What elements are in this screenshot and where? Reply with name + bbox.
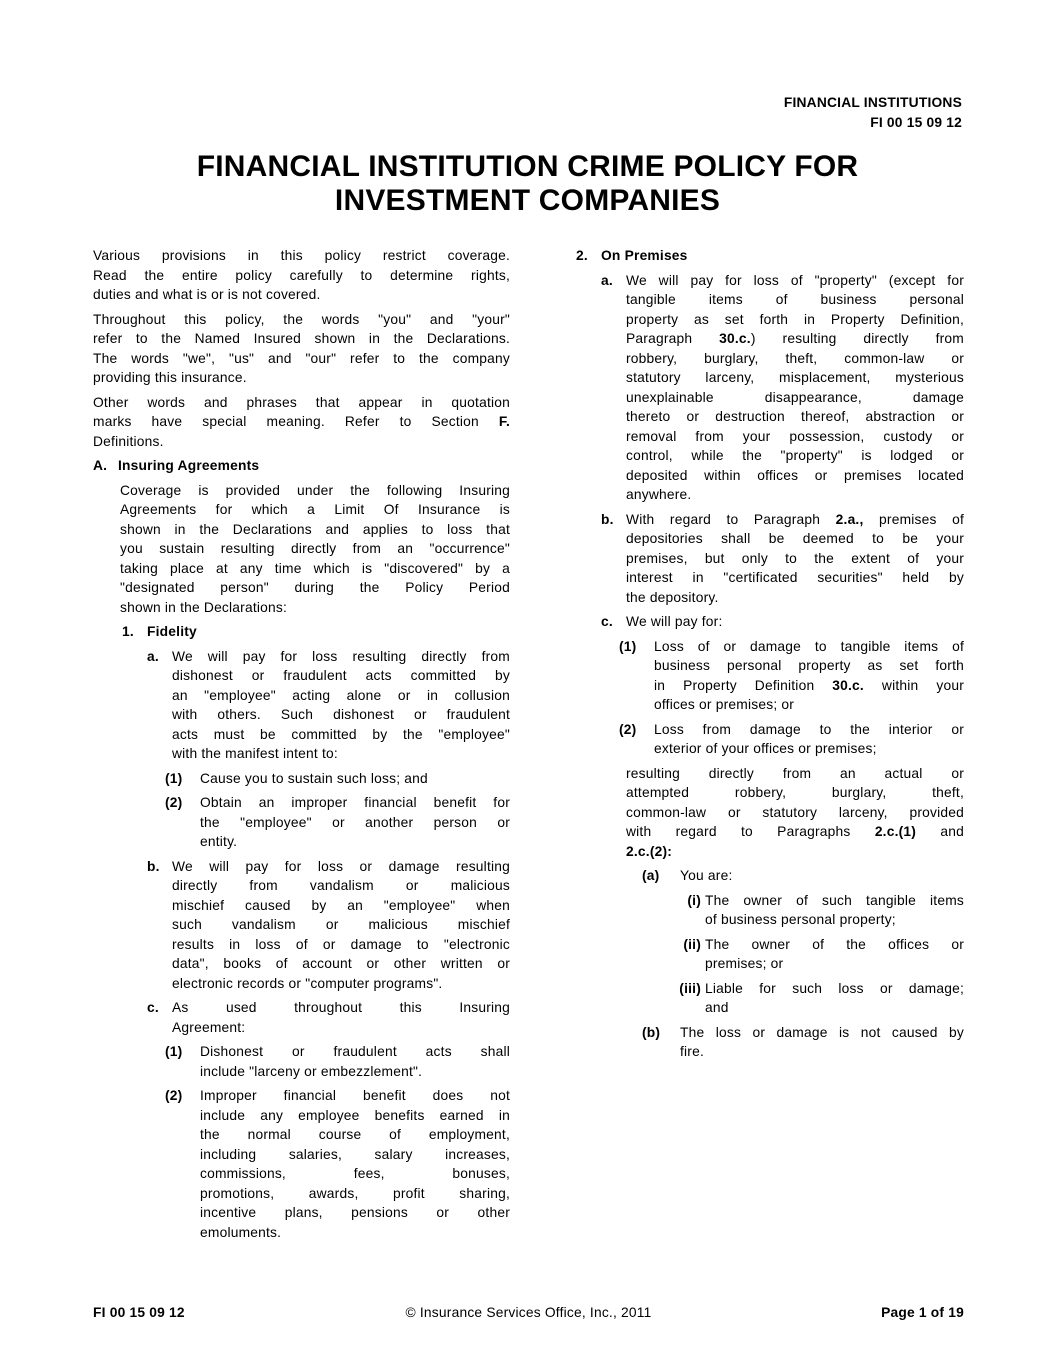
item-2-heading: On Premises — [601, 248, 688, 263]
bold-term: 30.c. — [832, 677, 864, 693]
text-run: interest in "certificated securities" held by — [626, 570, 964, 585]
text-run: Loss of or damage to tangible items of — [654, 638, 964, 654]
header-classification: FINANCIAL INSTITUTIONS — [783, 95, 962, 110]
page-footer — [93, 1303, 964, 1323]
section-a-label: A. — [93, 458, 108, 473]
text-run: control, while the "property" is lodged or — [626, 448, 964, 463]
text-line — [120, 559, 510, 579]
text-run: in Property Definition — [654, 677, 833, 693]
text-line — [172, 647, 510, 667]
text-run: robbery, burglary, theft, common-law or — [626, 350, 964, 366]
text-line — [626, 842, 964, 862]
text-line — [626, 568, 964, 588]
item-2a-text — [547, 271, 964, 505]
text-line — [705, 954, 964, 974]
text-run: such vandalism or malicious mischief — [172, 917, 510, 932]
proviso-a-iii-label: (iii) — [679, 980, 701, 996]
proviso-a-ii-label: (ii) — [683, 936, 701, 952]
text-run: attempted robbery, burglary, theft, — [626, 785, 964, 800]
text-line — [626, 329, 964, 349]
footer-copyright: © Insurance Services Office, Inc., 2011 — [405, 1305, 652, 1320]
text-line — [705, 910, 964, 930]
text-run: fire. — [680, 1044, 704, 1059]
text-line — [626, 349, 964, 369]
text-run: include any employee benefits earned in — [200, 1107, 510, 1123]
header-form-number: FI 00 15 09 12 — [870, 114, 962, 130]
text-run: Various provisions in this policy restrict coverage. — [93, 248, 510, 263]
proviso-a-i — [547, 891, 964, 930]
text-run: The owner of such tangible items — [705, 892, 964, 908]
text-line — [93, 393, 510, 413]
proviso-b-text — [547, 1023, 964, 1062]
text-line — [93, 329, 510, 349]
text-run: directly from vandalism or malicious — [172, 878, 510, 893]
text-line — [705, 998, 964, 1018]
text-line — [654, 739, 964, 759]
text-run: with regard to Paragraphs — [626, 824, 875, 839]
text-run: Definitions. — [93, 433, 164, 449]
text-line — [93, 412, 510, 432]
text-run: you sustain resulting directly from an "occurrence" — [120, 541, 510, 556]
text-run: offices or premises; or — [654, 697, 795, 712]
text-run: Cause you to sustain such loss; and — [200, 770, 428, 786]
bold-term: 30.c. — [719, 331, 751, 346]
text-line — [172, 915, 510, 935]
text-line — [93, 285, 510, 305]
item-1c-2-text — [93, 1086, 510, 1242]
text-run: and — [705, 1000, 729, 1015]
text-line — [705, 935, 964, 955]
text-line — [626, 310, 964, 330]
proviso-a-i-text — [547, 891, 964, 930]
item-1a-2 — [93, 793, 510, 852]
text-line — [172, 935, 510, 955]
text-run: Loss from damage to the interior or — [654, 721, 964, 737]
proviso-a-label: (a) — [642, 868, 660, 883]
text-line — [172, 725, 510, 745]
item-1b-label: b. — [147, 858, 160, 874]
text-line — [200, 769, 510, 789]
item-1c-2 — [93, 1086, 510, 1242]
text-run: acts must be committed by the "employee" — [172, 726, 510, 742]
text-line — [172, 857, 510, 877]
text-line — [626, 588, 964, 608]
item-2c-1-text — [547, 637, 964, 715]
text-run: resulting directly from an actual or — [626, 765, 964, 781]
text-run: Read the entire policy carefully to determine rights, — [93, 267, 510, 283]
text-run: with others. Such dishonest or fraudulent — [172, 707, 510, 722]
text-run: the depository. — [626, 589, 719, 605]
text-line — [120, 598, 510, 618]
item-2c-proviso-b — [547, 1023, 964, 1062]
item-1-heading-row — [93, 622, 510, 642]
item-1c-label: c. — [147, 1000, 159, 1015]
text-run: entity. — [200, 834, 238, 849]
item-2c-2-text — [547, 720, 964, 759]
text-run: data", books of account or other written or — [172, 956, 510, 971]
text-run: with the manifest intent to: — [172, 746, 338, 761]
item-1-heading: Fidelity — [147, 624, 197, 639]
text-line — [172, 896, 510, 916]
text-run: We will pay for: — [626, 614, 723, 629]
text-line — [172, 705, 510, 725]
text-line — [172, 1018, 510, 1038]
section-a-lead-paragraph — [93, 481, 510, 618]
text-line — [93, 266, 510, 286]
text-run: With regard to Paragraph — [626, 511, 836, 527]
text-line — [200, 813, 510, 833]
proviso-a-iii — [547, 979, 964, 1018]
text-line — [120, 481, 510, 501]
text-line — [654, 720, 964, 740]
text-run: The words "we", "us" and "our" refer to the company — [93, 350, 510, 366]
document-title — [0, 150, 1055, 218]
item-1a-label: a. — [147, 648, 159, 664]
text-line — [626, 466, 964, 486]
text-line — [626, 783, 964, 803]
footer-page-number: Page 1 of 19 — [881, 1305, 964, 1320]
text-run: premises of — [863, 511, 965, 527]
text-line — [120, 578, 510, 598]
text-line — [626, 510, 964, 530]
section-a-heading-row — [93, 456, 510, 476]
item-2-heading-row — [547, 246, 964, 266]
text-run: dishonest or fraudulent acts committed by — [172, 668, 510, 683]
text-run: mischief caused by an "employee" when — [172, 897, 510, 913]
text-run: promotions, awards, profit sharing, — [200, 1185, 510, 1201]
text-line — [626, 368, 964, 388]
text-run: Other words and phrases that appear in quotation — [93, 394, 510, 410]
item-2c-proviso-a — [547, 866, 964, 886]
text-run: property as set forth in Property Definition, — [626, 311, 964, 327]
text-line — [626, 427, 964, 447]
left-column — [93, 246, 510, 1247]
item-2c-2 — [547, 720, 964, 759]
text-run: common-law or statutory larceny, provided — [626, 804, 964, 820]
item-1a-2-label: (2) — [165, 795, 183, 810]
text-line — [626, 407, 964, 427]
text-run: the normal course of employment, — [200, 1127, 510, 1142]
text-line — [93, 432, 510, 452]
item-1b — [93, 857, 510, 994]
intro-paragraph-1 — [93, 246, 510, 305]
text-run: Obtain an improper financial benefit for — [200, 795, 510, 810]
text-line — [626, 529, 964, 549]
text-run: Liable for such loss or damage; — [705, 980, 964, 996]
text-line — [705, 979, 964, 999]
text-line — [200, 1223, 510, 1243]
intro-paragraph-3 — [93, 393, 510, 452]
item-2c-1-label: (1) — [619, 638, 637, 654]
item-1c-2-label: (2) — [165, 1088, 183, 1103]
text-line — [654, 695, 964, 715]
text-line — [200, 1203, 510, 1223]
text-run: deposited within offices or premises located — [626, 467, 964, 483]
text-line — [93, 349, 510, 369]
text-line — [654, 676, 964, 696]
text-line — [654, 637, 964, 657]
text-line — [680, 866, 964, 886]
text-run: depositories shall be deemed to be your — [626, 531, 964, 546]
text-line — [120, 539, 510, 559]
text-line — [626, 764, 964, 784]
item-1a-1-text — [93, 769, 510, 789]
text-run: and — [916, 824, 964, 839]
text-line — [200, 1106, 510, 1126]
item-1c-1 — [93, 1042, 510, 1081]
text-run: including salaries, salary increases, — [200, 1146, 510, 1162]
text-run: shown in the Declarations and applies to loss that — [120, 521, 510, 537]
text-line — [172, 876, 510, 896]
bold-term: 2.c.(1) — [874, 824, 917, 839]
intro-paragraph-2 — [93, 310, 510, 388]
text-run: statutory larceny, misplacement, mysterious — [626, 370, 964, 385]
item-1b-text — [93, 857, 510, 994]
text-run: thereto or destruction thereof, abstraction or — [626, 409, 964, 424]
text-line — [200, 832, 510, 852]
text-run: ) resulting directly from — [750, 331, 964, 346]
text-run: an "employee" acting alone or in collusion — [172, 687, 510, 703]
text-line — [200, 1145, 510, 1165]
text-line — [172, 666, 510, 686]
text-line — [680, 1042, 964, 1062]
two-column-body — [93, 246, 964, 1247]
item-2a-label: a. — [601, 272, 613, 288]
text-line — [172, 744, 510, 764]
text-run: We will pay for loss resulting directly from — [172, 648, 510, 664]
title-line-2: INVESTMENT COMPANIES — [334, 184, 721, 217]
text-run: unexplainable disappearance, damage — [626, 389, 964, 405]
item-2c-1 — [547, 637, 964, 715]
text-run: premises; or — [705, 956, 784, 971]
text-run: providing this insurance. — [93, 370, 247, 385]
proviso-b-label: (b) — [642, 1024, 661, 1040]
item-2c-label: c. — [601, 614, 613, 629]
text-run: anywhere. — [626, 487, 692, 502]
text-line — [680, 1023, 964, 1043]
text-run: duties and what is or is not covered. — [93, 287, 321, 302]
text-run: The loss or damage is not caused by — [680, 1024, 964, 1040]
text-run: include "larceny or embezzlement". — [200, 1063, 423, 1079]
text-line — [172, 974, 510, 994]
item-1c-1-label: (1) — [165, 1044, 183, 1059]
section-a-heading: Insuring Agreements — [118, 458, 260, 473]
footer-form-number: FI 00 15 09 12 — [93, 1305, 185, 1320]
item-1a — [93, 647, 510, 764]
text-line — [626, 388, 964, 408]
text-run: incentive plans, pensions or other — [200, 1205, 510, 1220]
text-line — [172, 954, 510, 974]
text-run: Throughout this policy, the words "you" and "your" — [93, 311, 510, 327]
proviso-a-iii-text — [547, 979, 964, 1018]
item-1a-1-label: (1) — [165, 770, 183, 786]
text-run: the "employee" or another person or — [200, 814, 510, 830]
text-line — [626, 271, 964, 291]
text-run: Dishonest or fraudulent acts shall — [200, 1044, 510, 1059]
text-run: electronic records or "computer programs". — [172, 975, 443, 991]
text-run: Paragraph — [626, 331, 720, 346]
bold-term: 2.c.(2): — [626, 843, 673, 859]
item-1c — [93, 998, 510, 1037]
text-line — [93, 368, 510, 388]
right-column — [547, 246, 964, 1247]
text-run: exterior of your offices or premises; — [654, 741, 877, 756]
text-line — [626, 485, 964, 505]
text-line — [200, 1125, 510, 1145]
text-run: marks have special meaning. Refer to Section — [93, 414, 499, 429]
text-line — [626, 549, 964, 569]
text-run: premises, but only to the extent of your — [626, 550, 964, 566]
proviso-a-ii-text — [547, 935, 964, 974]
text-line — [626, 822, 964, 842]
text-line — [200, 1042, 510, 1062]
item-1a-2-text — [93, 793, 510, 852]
text-run: Agreements for which a Limit Of Insurance is — [120, 502, 510, 517]
text-run: You are: — [680, 868, 733, 883]
text-run: We will pay for loss of "property" (except for — [626, 272, 964, 288]
item-1-label: 1. — [122, 624, 134, 639]
text-line — [654, 656, 964, 676]
text-run: We will pay for loss or damage resulting — [172, 858, 510, 874]
text-run: business personal property as set forth — [654, 658, 964, 673]
text-run: tangible items of business personal — [626, 292, 964, 307]
text-run: As used throughout this Insuring — [172, 1000, 510, 1015]
item-1c-1-text — [93, 1042, 510, 1081]
title-line-1: FINANCIAL INSTITUTION CRIME POLICY FOR — [196, 150, 859, 183]
text-line — [626, 612, 964, 632]
text-line — [626, 803, 964, 823]
item-2a — [547, 271, 964, 505]
text-run: Coverage is provided under the following Insuring — [120, 482, 510, 498]
proviso-a-i-label: (i) — [687, 892, 701, 908]
proviso-a-ii — [547, 935, 964, 974]
text-run: commissions, fees, bonuses, — [200, 1166, 510, 1181]
text-line — [626, 446, 964, 466]
text-line — [120, 520, 510, 540]
text-line — [200, 1086, 510, 1106]
text-line — [120, 500, 510, 520]
item-1a-1 — [93, 769, 510, 789]
text-run: refer to the Named Insured shown in the Declarations. — [93, 331, 510, 346]
text-run: emoluments. — [200, 1224, 282, 1240]
text-run: within your — [863, 677, 964, 693]
text-line — [93, 310, 510, 330]
text-line — [172, 998, 510, 1018]
bold-term: 2.a., — [835, 511, 864, 527]
item-2-label: 2. — [576, 248, 588, 263]
item-2c-2-label: (2) — [619, 721, 637, 737]
text-run: "designated person" during the Policy Period — [120, 580, 510, 595]
text-line — [200, 1164, 510, 1184]
text-line — [200, 1184, 510, 1204]
bold-term: F. — [498, 414, 510, 429]
text-run: results in loss of or damage to "electronic — [172, 936, 510, 952]
text-line — [626, 290, 964, 310]
text-run: of business personal property; — [705, 912, 896, 927]
text-run: The owner of the offices or — [705, 936, 964, 952]
text-run: shown in the Declarations: — [120, 599, 288, 615]
text-run: Improper financial benefit does not — [200, 1088, 510, 1103]
item-2c — [547, 612, 964, 632]
text-run: taking place at any time which is "discovered" by a — [120, 560, 510, 576]
item-2b-label: b. — [601, 511, 614, 527]
text-line — [172, 686, 510, 706]
text-line — [705, 891, 964, 911]
text-run: removal from your possession, custody or — [626, 428, 964, 444]
text-run: Agreement: — [172, 1019, 246, 1035]
item-2b — [547, 510, 964, 608]
text-line — [200, 793, 510, 813]
text-line — [200, 1062, 510, 1082]
form-header — [784, 93, 962, 132]
text-line — [93, 246, 510, 266]
item-2c-proviso — [547, 764, 964, 862]
proviso-a-text — [547, 866, 964, 886]
